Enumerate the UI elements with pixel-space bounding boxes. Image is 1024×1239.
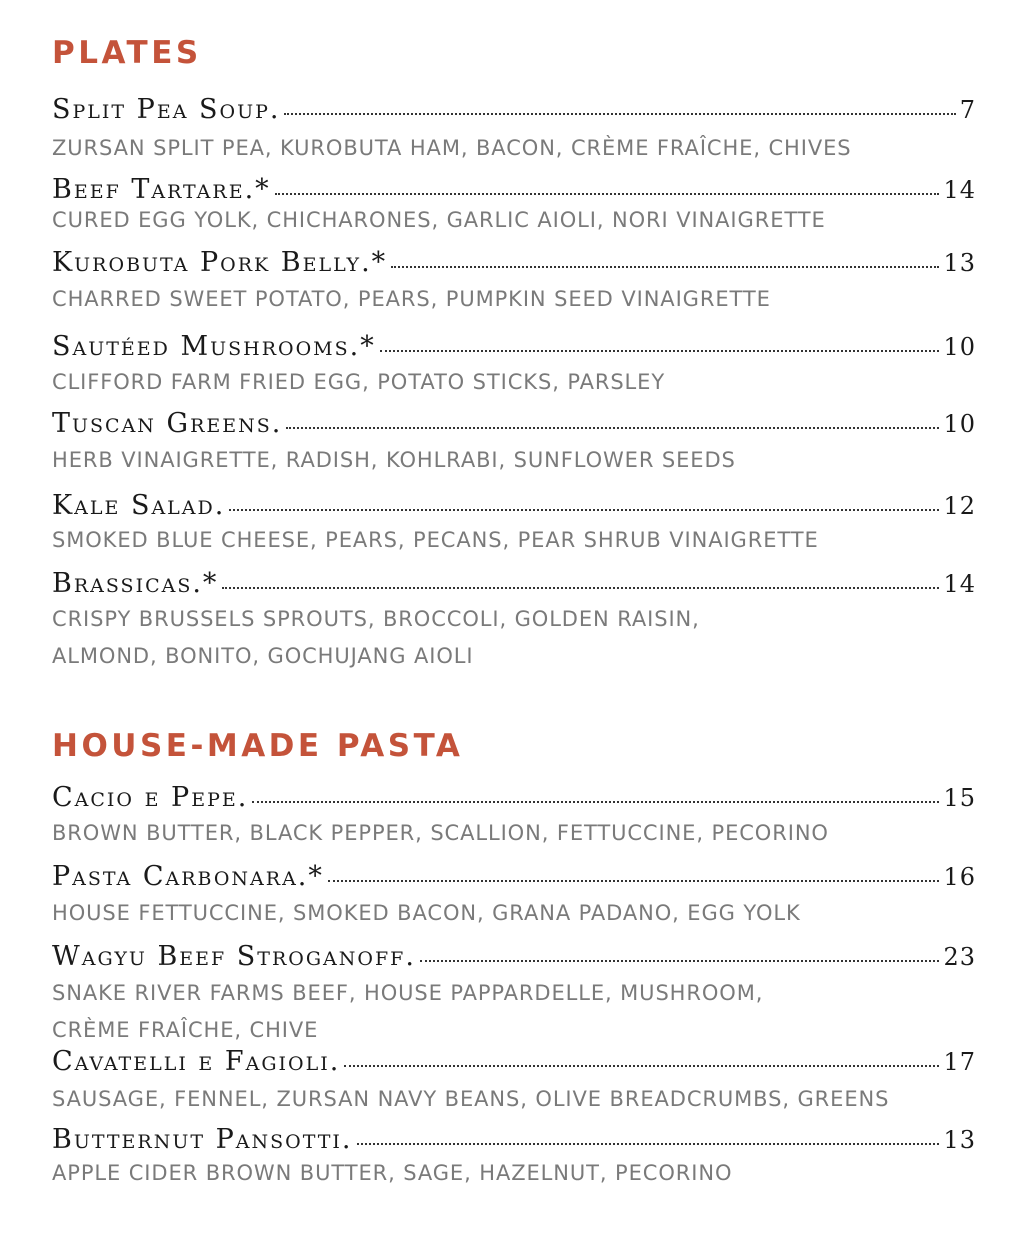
item-description: BROWN BUTTER, BLACK PEPPER, SCALLION, FETTUCCINE, PECORINO: [52, 821, 829, 845]
menu-item-kale-salad: [52, 492, 976, 519]
item-description: CLIFFORD FARM FRIED EGG, POTATO STICKS, PARSLEY: [52, 370, 666, 394]
item-price: 12: [943, 492, 976, 520]
item-price: 14: [943, 176, 976, 204]
item-price: 23: [943, 943, 976, 971]
item-name: Split Pea Soup.: [52, 94, 281, 125]
item-price: 10: [943, 333, 976, 361]
item-price: 13: [943, 249, 976, 277]
dot-leader: [222, 587, 939, 589]
item-name: Kale Salad.: [52, 490, 226, 521]
item-description: CHARRED SWEET POTATO, PEARS, PUMPKIN SEED VINAIGRETTE: [52, 287, 771, 311]
section-title-plates: PLATES: [52, 35, 202, 71]
dot-leader: [420, 960, 940, 962]
menu-item-wagyu-beef-stroganoff: [52, 943, 976, 970]
section-title-pasta: HOUSE-MADE PASTA: [52, 728, 464, 764]
menu-item-kurobuta-pork-belly: [52, 249, 976, 276]
menu-item-tuscan-greens: [52, 410, 976, 437]
item-name: Wagyu Beef Stroganoff.: [52, 941, 416, 972]
dot-leader: [328, 880, 940, 882]
item-name: Tuscan Greens.: [52, 408, 283, 439]
item-description: CRÈME FRAÎCHE, CHIVE: [52, 1018, 319, 1042]
item-name: Brassicas.*: [52, 568, 219, 599]
menu-item-butternut-pansotti: [52, 1126, 976, 1153]
item-price: 15: [943, 784, 976, 812]
item-name: Kurobuta Pork Belly.*: [52, 247, 388, 278]
dot-leader: [391, 266, 939, 268]
dot-leader: [229, 509, 939, 511]
dot-leader: [380, 350, 940, 352]
menu-item-beef-tartare: [52, 176, 976, 203]
item-name: Pasta Carbonara.*: [52, 861, 324, 892]
item-price: 14: [943, 570, 976, 598]
menu-item-sauteed-mushrooms: [52, 333, 976, 360]
item-description: HERB VINAIGRETTE, RADISH, KOHLRABI, SUNFLOWER SEEDS: [52, 448, 736, 472]
dot-leader: [344, 1065, 939, 1067]
item-description: ZURSAN SPLIT PEA, KUROBUTA HAM, BACON, CRÈME FRAÎCHE, CHIVES: [52, 136, 852, 160]
dot-leader: [357, 1143, 940, 1145]
item-price: 7: [959, 96, 976, 124]
item-name: Cacio e Pepe.: [52, 782, 249, 813]
item-description: SAUSAGE, FENNEL, ZURSAN NAVY BEANS, OLIVE BREADCRUMBS, GREENS: [52, 1087, 890, 1111]
item-description: SMOKED BLUE CHEESE, PEARS, PECANS, PEAR SHRUB VINAIGRETTE: [52, 528, 819, 552]
item-description: CURED EGG YOLK, CHICHARONES, GARLIC AIOLI, NORI VINAIGRETTE: [52, 208, 826, 232]
item-name: Butternut Pansotti.: [52, 1124, 353, 1155]
menu-item-split-pea-soup: [52, 96, 976, 123]
item-price: 16: [943, 863, 976, 891]
menu-item-cacio-e-pepe: [52, 784, 976, 811]
item-description: HOUSE FETTUCCINE, SMOKED BACON, GRANA PADANO, EGG YOLK: [52, 901, 801, 925]
dot-leader: [284, 113, 955, 115]
item-name: Sautéed Mushrooms.*: [52, 331, 376, 362]
menu-item-pasta-carbonara: [52, 863, 976, 890]
menu-item-brassicas: [52, 570, 976, 597]
item-name: Beef Tartare.*: [52, 174, 271, 205]
dot-leader: [286, 427, 939, 429]
dot-leader: [252, 801, 939, 803]
item-description: ALMOND, BONITO, GOCHUJANG AIOLI: [52, 644, 474, 668]
menu-item-cavatelli-e-fagioli: [52, 1048, 976, 1075]
item-description: APPLE CIDER BROWN BUTTER, SAGE, HAZELNUT, PECORINO: [52, 1161, 733, 1185]
dot-leader: [275, 193, 940, 195]
item-price: 10: [943, 410, 976, 438]
item-description: SNAKE RIVER FARMS BEEF, HOUSE PAPPARDELLE, MUSHROOM,: [52, 981, 764, 1005]
item-price: 13: [943, 1126, 976, 1154]
item-name: Cavatelli e Fagioli.: [52, 1046, 341, 1077]
item-price: 17: [943, 1048, 976, 1076]
item-description: CRISPY BRUSSELS SPROUTS, BROCCOLI, GOLDEN RAISIN,: [52, 607, 700, 631]
